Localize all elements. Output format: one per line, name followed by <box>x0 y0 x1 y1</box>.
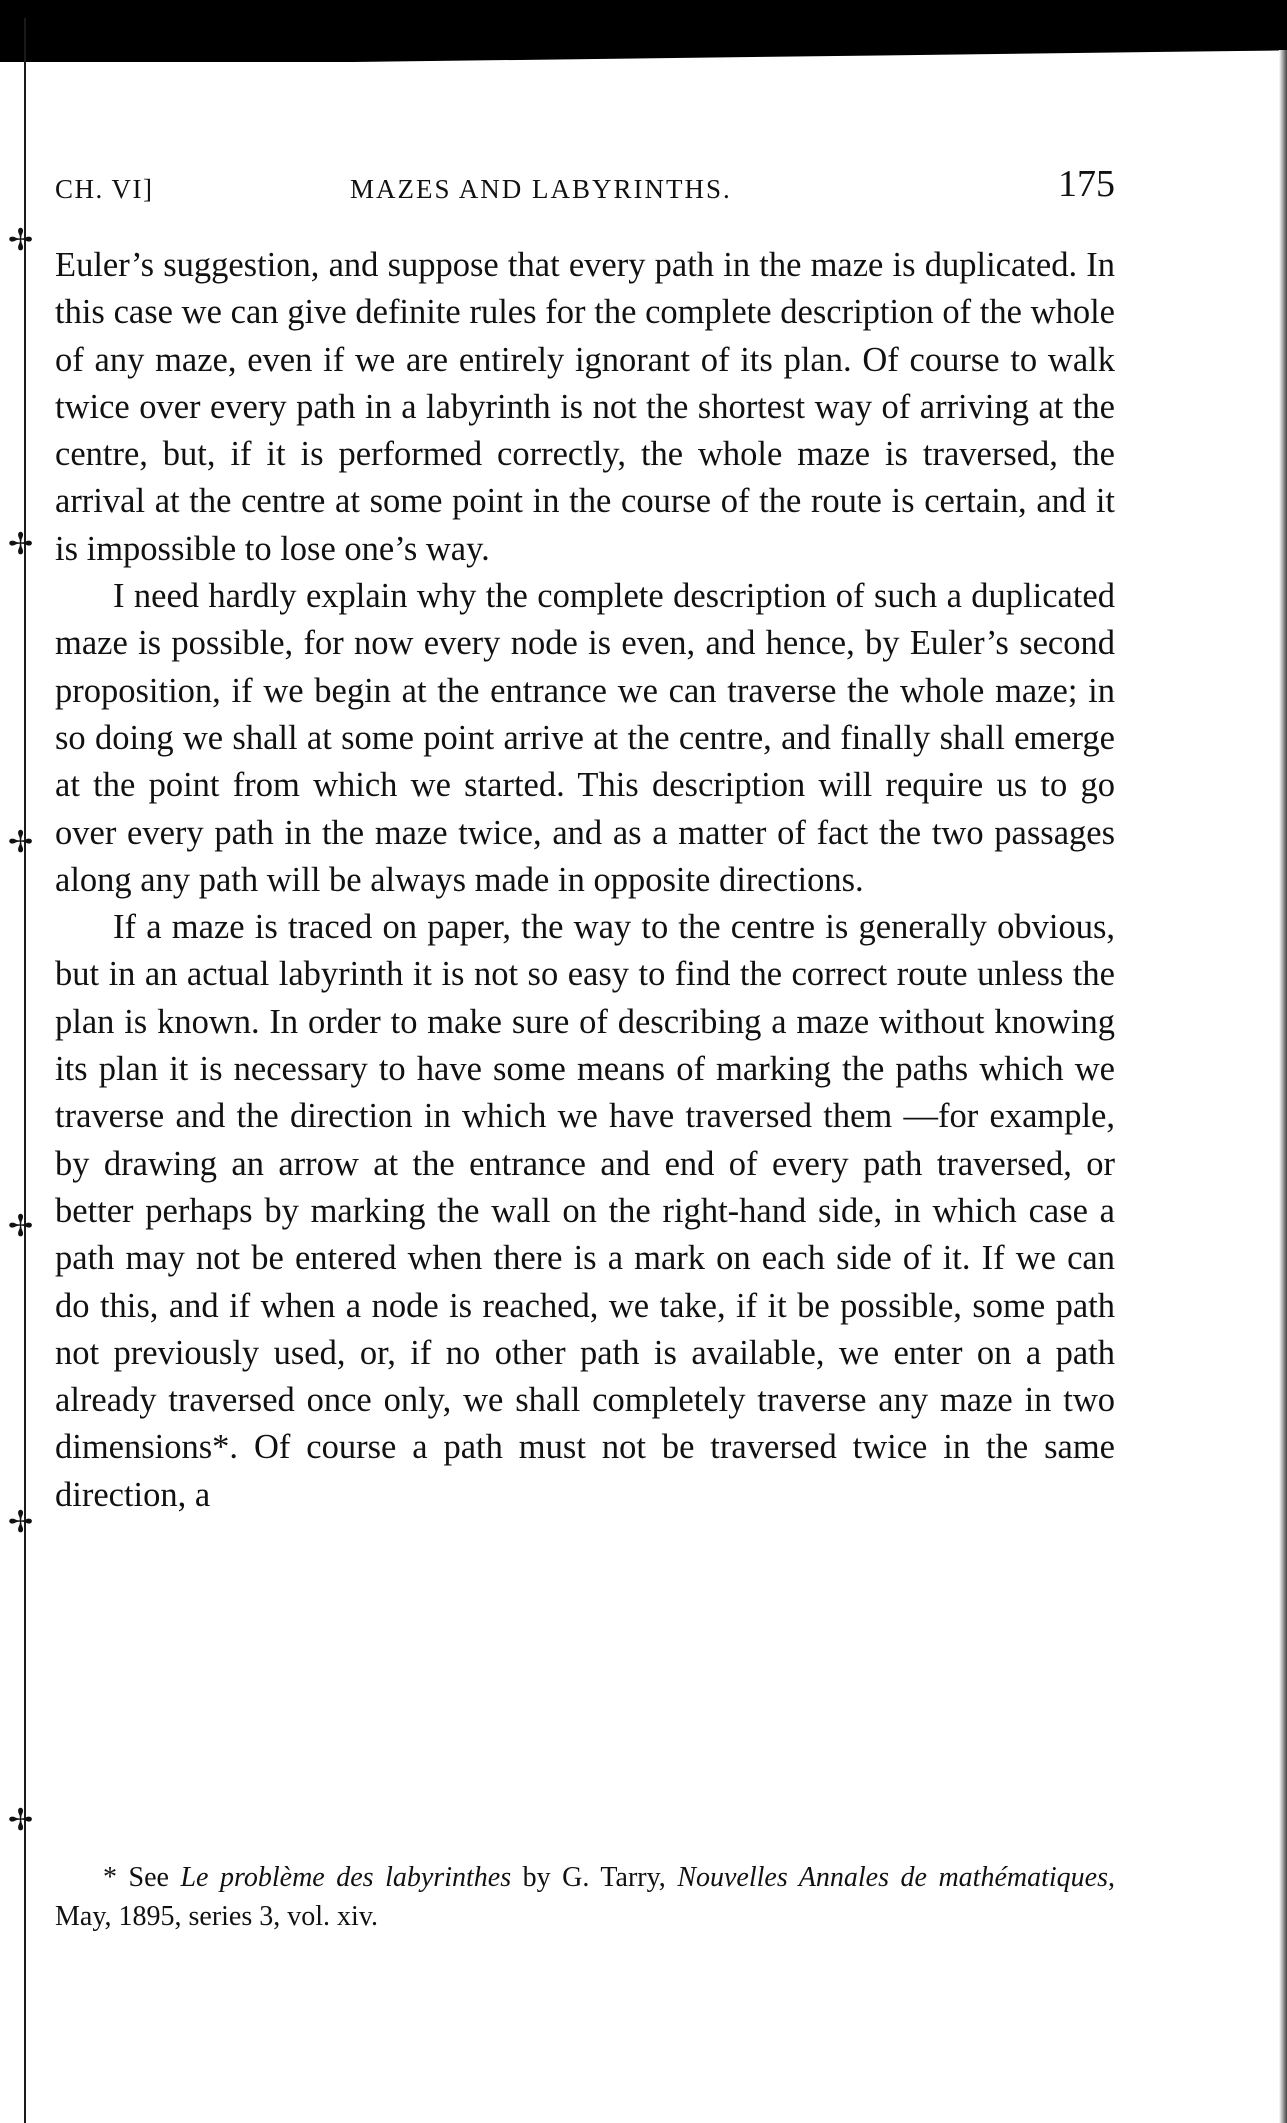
footnote-lead: * See <box>103 1862 181 1893</box>
paragraph-continued: Euler’s suggestion, and suppose that every path in the maze is duplicated. In this case we can give definite rules for the complete description of the whole of any maze, even if we are entirely ignorant of its plan. Of course to walk twice over every path in a labyrinth is not the shortest way of arriving at the centre, but, if it is performed correctly, the whole maze is traversed, the arrival at the centre at some point in the course of the route is certain, and it is impossible to lose one’s way. <box>55 246 1115 568</box>
footnote-citation: , May, 1895, series 3, vol. xiv. <box>55 1862 1115 1932</box>
stitch-mark-icon: ✢ <box>8 1209 34 1244</box>
paragraph: If a maze is traced on paper, the way to the centre is generally obvious, but in an actual labyrinth it is not so easy to find the correct route unless the plan is known. In order to make sure of describing a maze without knowing its plan it is necessary to have some means of marking the paths which we traverse and the direction in which we have traversed them —for example, by drawing an arrow at the entrance and end of every path traversed, or better perhaps by marking the wall on the right-hand side, in which case a path may not be entered when there is a mark on each side of it. If we can do this, and if when a node is reached, we take, if it be possible, some path not previously used, or, if no other path is available, we enter on a path already traversed once only, we shall completely traverse any maze in two dimensions*. Of course a path must not be traversed twice in the same direction, a <box>55 908 1115 1514</box>
stitch-mark-icon: ✢ <box>8 825 34 860</box>
running-header <box>55 162 1115 212</box>
page-right-edge <box>1279 50 1287 2123</box>
footnote-title: Le problème des labyrinthes <box>180 1862 512 1893</box>
stitch-mark-icon: ✢ <box>8 1803 34 1838</box>
footnote-author: by G. Tarry, <box>511 1862 678 1893</box>
running-title: MAZES AND LABYRINTHS. <box>350 174 732 204</box>
stitch-mark-icon: ✢ <box>8 1505 34 1540</box>
stitch-mark-icon: ✢ <box>8 223 34 258</box>
body-text <box>55 242 1115 1519</box>
stitch-mark-icon: ✢ <box>8 527 34 562</box>
footnote <box>55 1858 1115 1936</box>
page-number: 175 <box>1058 163 1115 205</box>
paragraph: I need hardly explain why the complete description of such a duplicated maze is possible, for now every node is even, and hence, by Euler’s second proposition, if we begin at the entrance we can traverse the whole maze; in so doing we shall at some point arrive at the centre, and finally shall emerge at the point from which we started. This description will require us to go over every path in the maze twice, and as a matter of fact the two passages along any path will be always made in opposite directions. <box>55 577 1115 899</box>
scan-top-shadow <box>0 0 1287 62</box>
chapter-label: CH. VI] <box>55 174 154 204</box>
footnote-journal: Nouvelles Annales de mathématiques <box>677 1862 1108 1893</box>
